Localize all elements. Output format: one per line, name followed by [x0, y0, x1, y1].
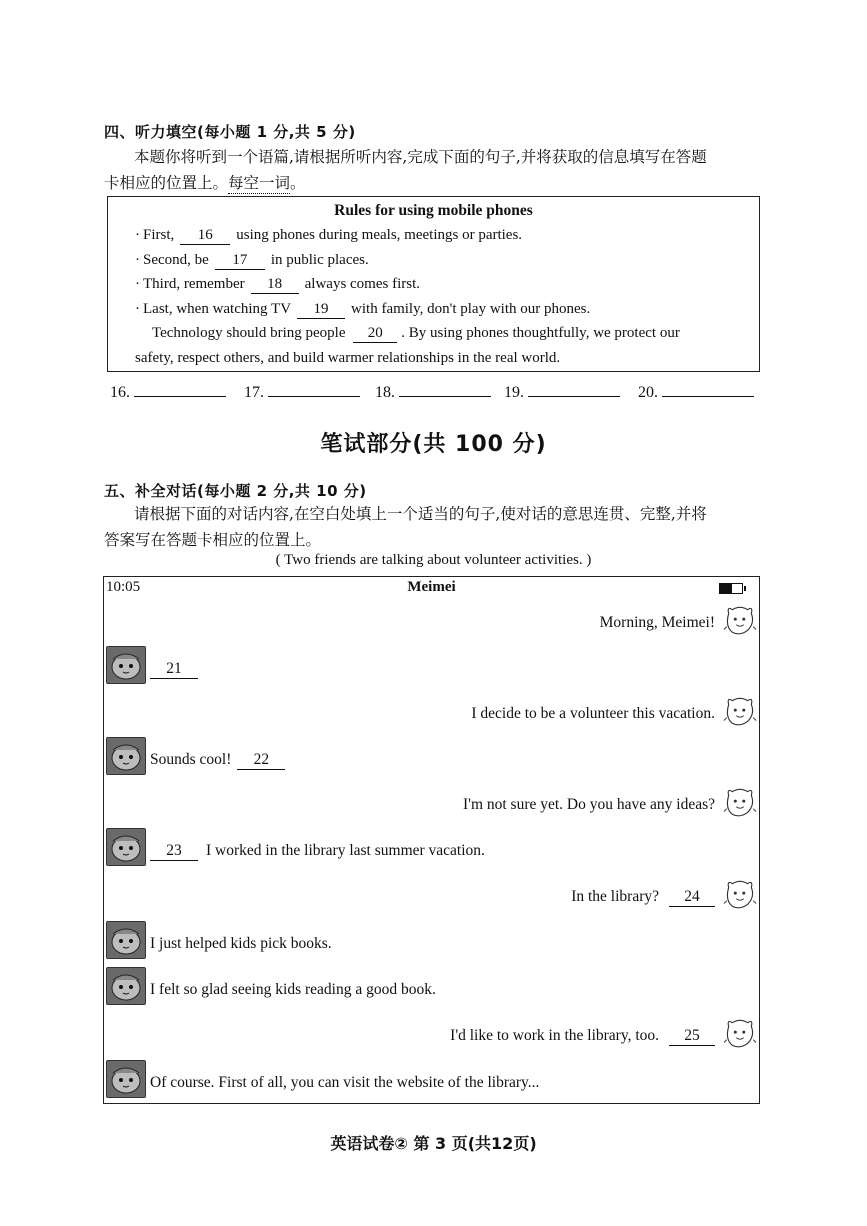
answer-label: 19.: [504, 384, 524, 401]
battery-icon: [719, 583, 743, 594]
blank-16: 16: [180, 227, 230, 245]
answer-line[interactable]: [268, 382, 360, 397]
rule-item: · Third, remember 18 always comes first.: [135, 276, 421, 292]
cartoon-face-icon: [723, 1017, 757, 1051]
blank-25: 25: [669, 1027, 715, 1046]
section5-instructions: [104, 501, 772, 553]
cartoon-face-icon: [723, 786, 757, 820]
cartoon-face-icon: [723, 604, 757, 638]
cat-avatar-icon: [106, 967, 146, 1005]
answer-slot[interactable]: [504, 382, 620, 402]
cat-avatar-icon: [106, 828, 146, 866]
rules-box: [107, 196, 760, 372]
message-left: Of course. First of all, you can visit the website of the library...: [150, 1074, 540, 1091]
section5-title: 五、补全对话(每小题 2 分,共 10 分): [104, 482, 367, 500]
blank-21: 21: [150, 660, 198, 679]
rules-title: Rules for using mobile phones: [334, 202, 533, 219]
blank-20: 20: [353, 325, 397, 343]
rule-item: · First, 16 using phones during meals, meetings or parties.: [135, 227, 523, 243]
cat-avatar-icon: [106, 1060, 146, 1098]
message-right: I'd like to work in the library, too. 25: [450, 1027, 715, 1046]
blank-24: 24: [669, 888, 715, 907]
page-footer: 英语试卷② 第 3 页(共12页): [330, 1134, 537, 1153]
section4-title: 四、听力填空(每小题 1 分,共 5 分): [104, 123, 356, 141]
written-part-title: 笔试部分(共 100 分): [320, 432, 547, 457]
blank-19: 19: [297, 301, 345, 319]
answer-label: 20.: [638, 384, 658, 401]
cartoon-face-icon: [723, 878, 757, 912]
answer-label: 16.: [110, 384, 130, 401]
section5-instr-line2: 答案写在答题卡相应的位置上。: [104, 531, 322, 549]
section5-instr-line1: 请根据下面的对话内容,在空白处填上一个适当的句子,使对话的意思连贯、完整,并将: [134, 505, 707, 523]
answer-line[interactable]: [134, 382, 226, 397]
rule-item: · Second, be 17 in public places.: [135, 252, 369, 268]
answer-slot[interactable]: [244, 382, 360, 402]
blank-23: 23: [150, 842, 198, 861]
emphasis-text: 每空一词: [228, 174, 291, 192]
answer-label: 17.: [244, 384, 264, 401]
cat-avatar-icon: [106, 646, 146, 684]
message-right: Morning, Meimei!: [599, 614, 715, 631]
message-left: 23 I worked in the library last summer vacation.: [150, 842, 485, 861]
dialogue-context: ( Two friends are talking about volunteer activities. ): [275, 552, 592, 568]
blank-18: 18: [251, 276, 299, 294]
answer-slot[interactable]: [638, 382, 754, 402]
message-left: [150, 660, 198, 679]
answer-label: 18.: [375, 384, 395, 401]
cartoon-face-icon: [723, 695, 757, 729]
section4-instr-line1: 本题你将听到一个语篇,请根据所听内容,完成下面的句子,并将获取的信息填写在答题: [134, 148, 707, 166]
contact-name: Meimei: [407, 579, 456, 595]
section4-instr-line2: 卡相应的位置上。每空一词。: [104, 174, 306, 192]
answer-slot[interactable]: [375, 382, 491, 402]
answer-slot[interactable]: [110, 382, 226, 402]
answer-line[interactable]: [528, 382, 620, 397]
rules-paragraph-line2: safety, respect others, and build warmer relationships in the real world.: [135, 350, 561, 366]
answer-line[interactable]: [399, 382, 491, 397]
rule-item: · Last, when watching TV 19 with family, don't play with our phones.: [135, 301, 591, 317]
blank-17: 17: [215, 252, 265, 270]
section4-instructions: [104, 144, 772, 196]
message-left: I just helped kids pick books.: [150, 935, 332, 952]
blank-22: 22: [237, 751, 285, 770]
rules-paragraph-line1: Technology should bring people 20 . By using phones thoughtfully, we protect our: [152, 325, 680, 341]
message-left: I felt so glad seeing kids reading a good book.: [150, 981, 436, 998]
phone-chat-window: [103, 576, 760, 1104]
cat-avatar-icon: [106, 737, 146, 775]
answer-line[interactable]: [662, 382, 754, 397]
cat-avatar-icon: [106, 921, 146, 959]
status-time: 10:05: [106, 579, 141, 595]
message-right: I'm not sure yet. Do you have any ideas?: [462, 796, 715, 813]
message-right: In the library? 24: [571, 888, 715, 907]
message-right: I decide to be a volunteer this vacation.: [471, 705, 715, 722]
message-left: Sounds cool! 22: [150, 751, 285, 770]
